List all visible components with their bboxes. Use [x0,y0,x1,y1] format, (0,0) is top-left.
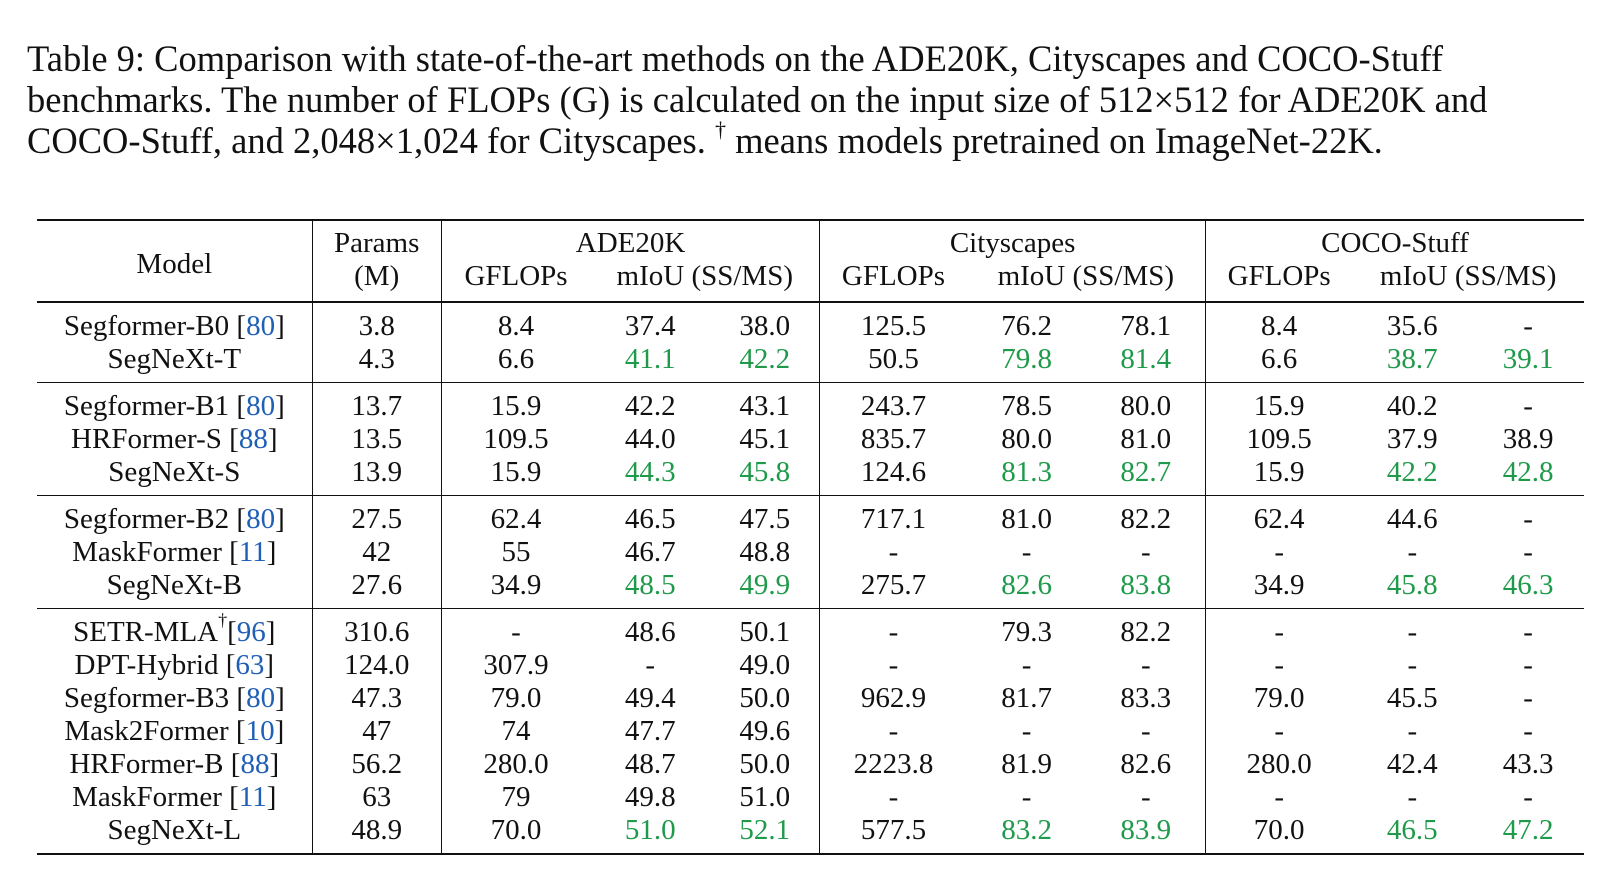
table-row [37,302,1584,343]
cell-city-ss: 78.5 [967,383,1087,424]
cell-coco-ms: 38.9 [1502,423,1554,455]
table-row [37,649,1584,682]
header-city-gflops: GFLOPs [841,260,946,292]
cell-params: 27.6 [312,569,441,609]
cell-ade-ms: 49.6 [710,715,820,748]
cell-ade-ss: 46.7 [624,536,676,568]
cell-params: 13.7 [312,383,441,424]
model-name: SegNeXt-L [107,814,242,846]
cell-coco-gf: 8.4 [1261,310,1298,342]
caption-dagger: † [715,116,727,142]
model-name-cell [37,456,312,496]
cell-city-ms: 83.9 [1087,814,1206,854]
cell-ade-gf: 307.9 [483,649,549,681]
cell-coco-ss: 45.8 [1386,569,1438,601]
citation-link[interactable]: 96 [236,616,266,648]
header-params-1: Params [312,220,441,260]
cell-city-ss: 82.6 [1001,569,1052,601]
cell-city-ss: - [1021,649,1032,681]
cell-city-ss: 81.3 [1001,456,1052,488]
cell-coco-ms: - [1523,536,1533,568]
cell-coco-ss: 42.2 [1386,456,1438,488]
cell-coco-ss: - [1407,781,1418,813]
header-coco-stuff: COCO-Stuff [1321,227,1469,259]
model-name-cell: DPT-Hybrid [63] [37,649,312,682]
cell-city-ss: 81.9 [1001,748,1052,780]
cell-ade-ms: 48.8 [710,536,820,569]
cell-ade-gf: 15.9 [441,383,590,424]
cell-city-gf: 124.6 [860,456,927,488]
cell-coco-gf: 70.0 [1253,814,1305,846]
cell-ade-ms: 45.1 [710,423,820,456]
citation-link[interactable]: 88 [240,748,270,780]
model-name: MaskFormer [72,536,230,568]
cell-coco-ss: 46.5 [1386,814,1438,846]
table-row [37,496,1584,537]
cell-ade-gf: - [441,609,590,650]
table-row [37,383,1584,424]
cell-coco-ms: - [1523,649,1533,681]
model-name: Mask2Former [64,715,236,747]
cell-ade-ms: 43.1 [710,383,820,424]
cell-city-ss: - [1021,536,1032,568]
citation-link[interactable]: 11 [238,781,267,813]
model-name: SegNeXt-T [107,343,242,375]
cell-city-ss: 80.0 [1001,423,1052,455]
cell-ade-gf: 74 [501,715,531,747]
cell-ade-ss: 48.7 [624,748,676,780]
cell-city-ss: 76.2 [1001,310,1052,342]
cell-city-ms: - [1087,649,1206,682]
cell-coco-gf: 6.6 [1261,343,1298,375]
model-name-cell [37,814,312,854]
cell-params: 47.3 [312,682,441,715]
cell-coco-ms: - [1523,781,1533,813]
citation-link[interactable]: 80 [246,682,276,714]
cell-city-ms: 83.8 [1087,569,1206,609]
cell-city-ms: 82.6 [1087,748,1206,781]
cell-ade-ss: 51.0 [624,814,676,846]
cell-ade-ms: 45.8 [710,456,820,496]
cell-params: 3.8 [312,302,441,343]
model-name: DPT-Hybrid [74,649,226,681]
cell-params: 47 [312,715,441,748]
cell-params: 13.5 [312,423,441,456]
cell-ade-gf: 55 [501,536,531,568]
table-caption [27,38,1592,161]
cell-params: 42 [312,536,441,569]
cell-coco-ss: 37.9 [1386,423,1438,455]
cell-city-ms: 83.3 [1087,682,1206,715]
cell-coco-ms: 39.1 [1502,343,1554,375]
cell-coco-ms: - [1472,383,1584,424]
header-city-miou: mIoU (SS/MS) [967,260,1206,302]
caption-line-1: Table 9: Comparison with state-of-the-art methods on the ADE20K, Cityscapes and COCO-Stuff [27,38,1443,79]
model-name: Segformer-B0 [63,310,237,342]
header-ade-gflops: GFLOPs [464,260,568,292]
cell-city-ms: 80.0 [1087,383,1206,424]
cell-ade-ss: 47.7 [624,715,676,747]
cell-city-ms: 81.4 [1087,343,1206,383]
cell-ade-gf: 8.4 [497,310,535,342]
header-params-2: (M) [312,260,441,302]
cell-city-gf: 50.5 [868,343,919,375]
model-name-cell: Mask2Former [10] [37,715,312,748]
cell-ade-gf: 280.0 [483,748,549,780]
header-cityscapes: Cityscapes [820,220,1206,260]
cell-city-gf: 717.1 [820,496,967,537]
header-row-1 [37,220,1584,260]
header-ade-miou: mIoU (SS/MS) [590,260,820,302]
model-name-cell [37,569,312,609]
cell-city-ms: 82.2 [1087,609,1206,650]
cell-coco-gf: - [1205,609,1352,650]
cell-params: 124.0 [312,649,441,682]
cell-city-ss: 81.0 [967,496,1087,537]
cell-coco-ms: - [1523,682,1533,714]
cell-city-ms: - [1087,715,1206,748]
caption-line-2: benchmarks. The number of FLOPs (G) is calculated on the input size of 512×512 for ADE20K and [27,79,1488,120]
header-coco-miou: mIoU (SS/MS) [1379,260,1557,292]
cell-coco-gf: - [1274,649,1284,681]
cell-params: 63 [312,781,441,814]
cell-coco-ss: 42.4 [1386,748,1438,780]
cell-params: 13.9 [312,456,441,496]
cell-coco-ms: 43.3 [1502,748,1554,780]
cell-ade-ss: 48.6 [590,609,710,650]
cell-params: 56.2 [312,748,441,781]
cell-ade-gf: 6.6 [497,343,535,375]
citation-link[interactable]: 88 [238,423,268,455]
cell-ade-gf: 109.5 [483,423,549,455]
cell-ade-ss: 42.2 [590,383,710,424]
table-row [37,814,1584,854]
model-name-cell: Segformer-B2 [80] [37,496,312,537]
table-row [37,609,1584,650]
cell-city-gf: 125.5 [860,310,927,342]
cell-coco-ss: 38.7 [1386,343,1438,375]
cell-ade-ms: 38.0 [710,302,820,343]
cell-coco-gf: - [1274,715,1284,747]
model-name: Segformer-B3 [63,682,237,714]
cell-city-ss: 81.7 [1001,682,1052,714]
cell-coco-ms: 47.2 [1502,814,1554,846]
cell-ade-ms: 49.9 [710,569,820,609]
citation-link[interactable]: 80 [246,390,276,422]
cell-city-ms: 78.1 [1087,302,1206,343]
cell-city-ms: 81.0 [1087,423,1206,456]
table-row [37,456,1584,496]
cell-city-ms: 82.7 [1087,456,1206,496]
model-name-cell: MaskFormer [11] [37,781,312,814]
cell-ade-gf: 62.4 [441,496,590,537]
cell-ade-ss: 41.1 [624,343,676,375]
cell-city-ss: 79.8 [1001,343,1052,375]
model-name-cell: Segformer-B1 [80] [37,383,312,424]
header-coco-gflops: GFLOPs [1227,260,1331,292]
model-name: HRFormer-B [69,748,231,780]
cell-coco-gf: 15.9 [1253,456,1305,488]
cell-coco-gf: - [1274,781,1284,813]
cell-ade-ss: 49.4 [624,682,676,714]
cell-ade-gf: 15.9 [490,456,542,488]
cell-city-gf: 275.7 [860,569,927,601]
results-table [37,219,1584,855]
cell-ade-ms: 50.0 [710,682,820,715]
cell-city-ss: - [1021,781,1032,813]
cell-coco-ms: 42.8 [1502,456,1554,488]
cell-ade-ms: 50.0 [710,748,820,781]
cell-ade-ss: 49.8 [624,781,676,813]
cell-ade-ms: 52.1 [710,814,820,854]
cell-coco-ss: 40.2 [1352,383,1472,424]
cell-ade-ms: 49.0 [710,649,820,682]
cell-city-ms: - [1087,536,1206,569]
cell-coco-ss: 35.6 [1386,310,1438,342]
cell-coco-gf: 15.9 [1205,383,1352,424]
cell-params: 310.6 [312,609,441,650]
cell-coco-ms: - [1472,609,1584,650]
model-name: SegNeXt-S [108,456,241,488]
cell-coco-ms: - [1523,310,1533,342]
model-name: Segformer-B1 [63,390,237,422]
cell-coco-gf: 62.4 [1205,496,1352,537]
cell-ade-ms: 47.5 [710,496,820,537]
table-row [37,682,1584,715]
cell-coco-gf: 34.9 [1253,569,1305,601]
citation-link[interactable]: 11 [238,536,267,568]
model-name: Segformer-B2 [63,503,237,535]
caption-line-3b: means models pretrained on ImageNet-22K. [735,120,1383,161]
cell-ade-ss: 48.5 [624,569,676,601]
citation-link[interactable]: 10 [245,715,275,747]
table-row [37,536,1584,569]
model-name: HRFormer-S [71,423,230,455]
citation-link[interactable]: 63 [235,649,265,681]
cell-coco-ms: 46.3 [1502,569,1554,601]
model-name-cell: HRFormer-B [88] [37,748,312,781]
cell-coco-ss: - [1407,715,1418,747]
cell-city-gf: 577.5 [860,814,927,846]
citation-link[interactable]: 80 [246,503,276,535]
table-row [37,748,1584,781]
model-name-cell: Segformer-B3 [80] [37,682,312,715]
cell-ade-ss: 46.5 [590,496,710,537]
cell-city-gf: 2223.8 [853,748,934,780]
table-row [37,423,1584,456]
cell-ade-gf: 79 [501,781,531,813]
table-row [37,343,1584,383]
cell-city-gf: - [888,781,899,813]
cell-city-gf: - [820,609,967,650]
cell-city-gf: 962.9 [860,682,927,714]
cell-ade-gf: 79.0 [490,682,542,714]
cell-city-ms: - [1087,781,1206,814]
cell-city-gf: - [888,649,899,681]
cell-coco-ss: 44.6 [1352,496,1472,537]
cell-params: 4.3 [312,343,441,383]
cell-coco-ss: - [1352,609,1472,650]
cell-coco-ms: - [1472,496,1584,537]
cell-coco-ss: - [1407,649,1418,681]
model-name-cell [37,343,312,383]
model-name-cell: MaskFormer [11] [37,536,312,569]
cell-coco-ms: - [1523,715,1533,747]
table-row [37,781,1584,814]
model-name-cell: SETR-MLA†[96] [37,609,312,650]
cell-city-ms: 82.2 [1087,496,1206,537]
citation-link[interactable]: 80 [246,310,276,342]
cell-city-gf: - [888,715,899,747]
cell-ade-ss: 44.0 [624,423,676,455]
cell-city-gf: - [888,536,899,568]
cell-coco-gf: 109.5 [1246,423,1312,455]
cell-coco-ss: - [1407,536,1418,568]
table-row [37,715,1584,748]
cell-params: 27.5 [312,496,441,537]
model-name: SETR-MLA [73,616,219,648]
cell-ade-gf: 70.0 [490,814,542,846]
header-ade20k: ADE20K [441,220,819,260]
cell-city-gf: 243.7 [820,383,967,424]
model-name-cell: Segformer-B0 [80] [37,302,312,343]
cell-ade-ss: - [645,649,656,681]
cell-city-ss: 79.3 [967,609,1087,650]
model-name: SegNeXt-B [106,569,242,601]
cell-coco-ss: 45.5 [1386,682,1438,714]
model-name: MaskFormer [72,781,230,813]
cell-coco-gf: 79.0 [1253,682,1305,714]
cell-ade-ms: 50.1 [710,609,820,650]
model-name-cell: HRFormer-S [88] [37,423,312,456]
cell-city-ss: 83.2 [1001,814,1052,846]
table-row [37,569,1584,609]
cell-coco-gf: - [1274,536,1284,568]
cell-coco-gf: 280.0 [1246,748,1312,780]
caption-line-3a: COCO-Stuff, and 2,048×1,024 for Cityscapes. [27,120,706,161]
cell-params: 48.9 [312,814,441,854]
cell-ade-ss: 44.3 [624,456,676,488]
cell-ade-ms: 42.2 [710,343,820,383]
cell-ade-gf: 34.9 [490,569,542,601]
caption-line-3 [27,116,1592,161]
header-model: Model [37,220,312,302]
dagger-mark: † [218,610,228,631]
cell-ade-ms: 51.0 [710,781,820,814]
cell-city-gf: 835.7 [860,423,927,455]
table-body [37,302,1584,854]
cell-ade-ss: 37.4 [624,310,676,342]
cell-city-ss: - [1021,715,1032,747]
